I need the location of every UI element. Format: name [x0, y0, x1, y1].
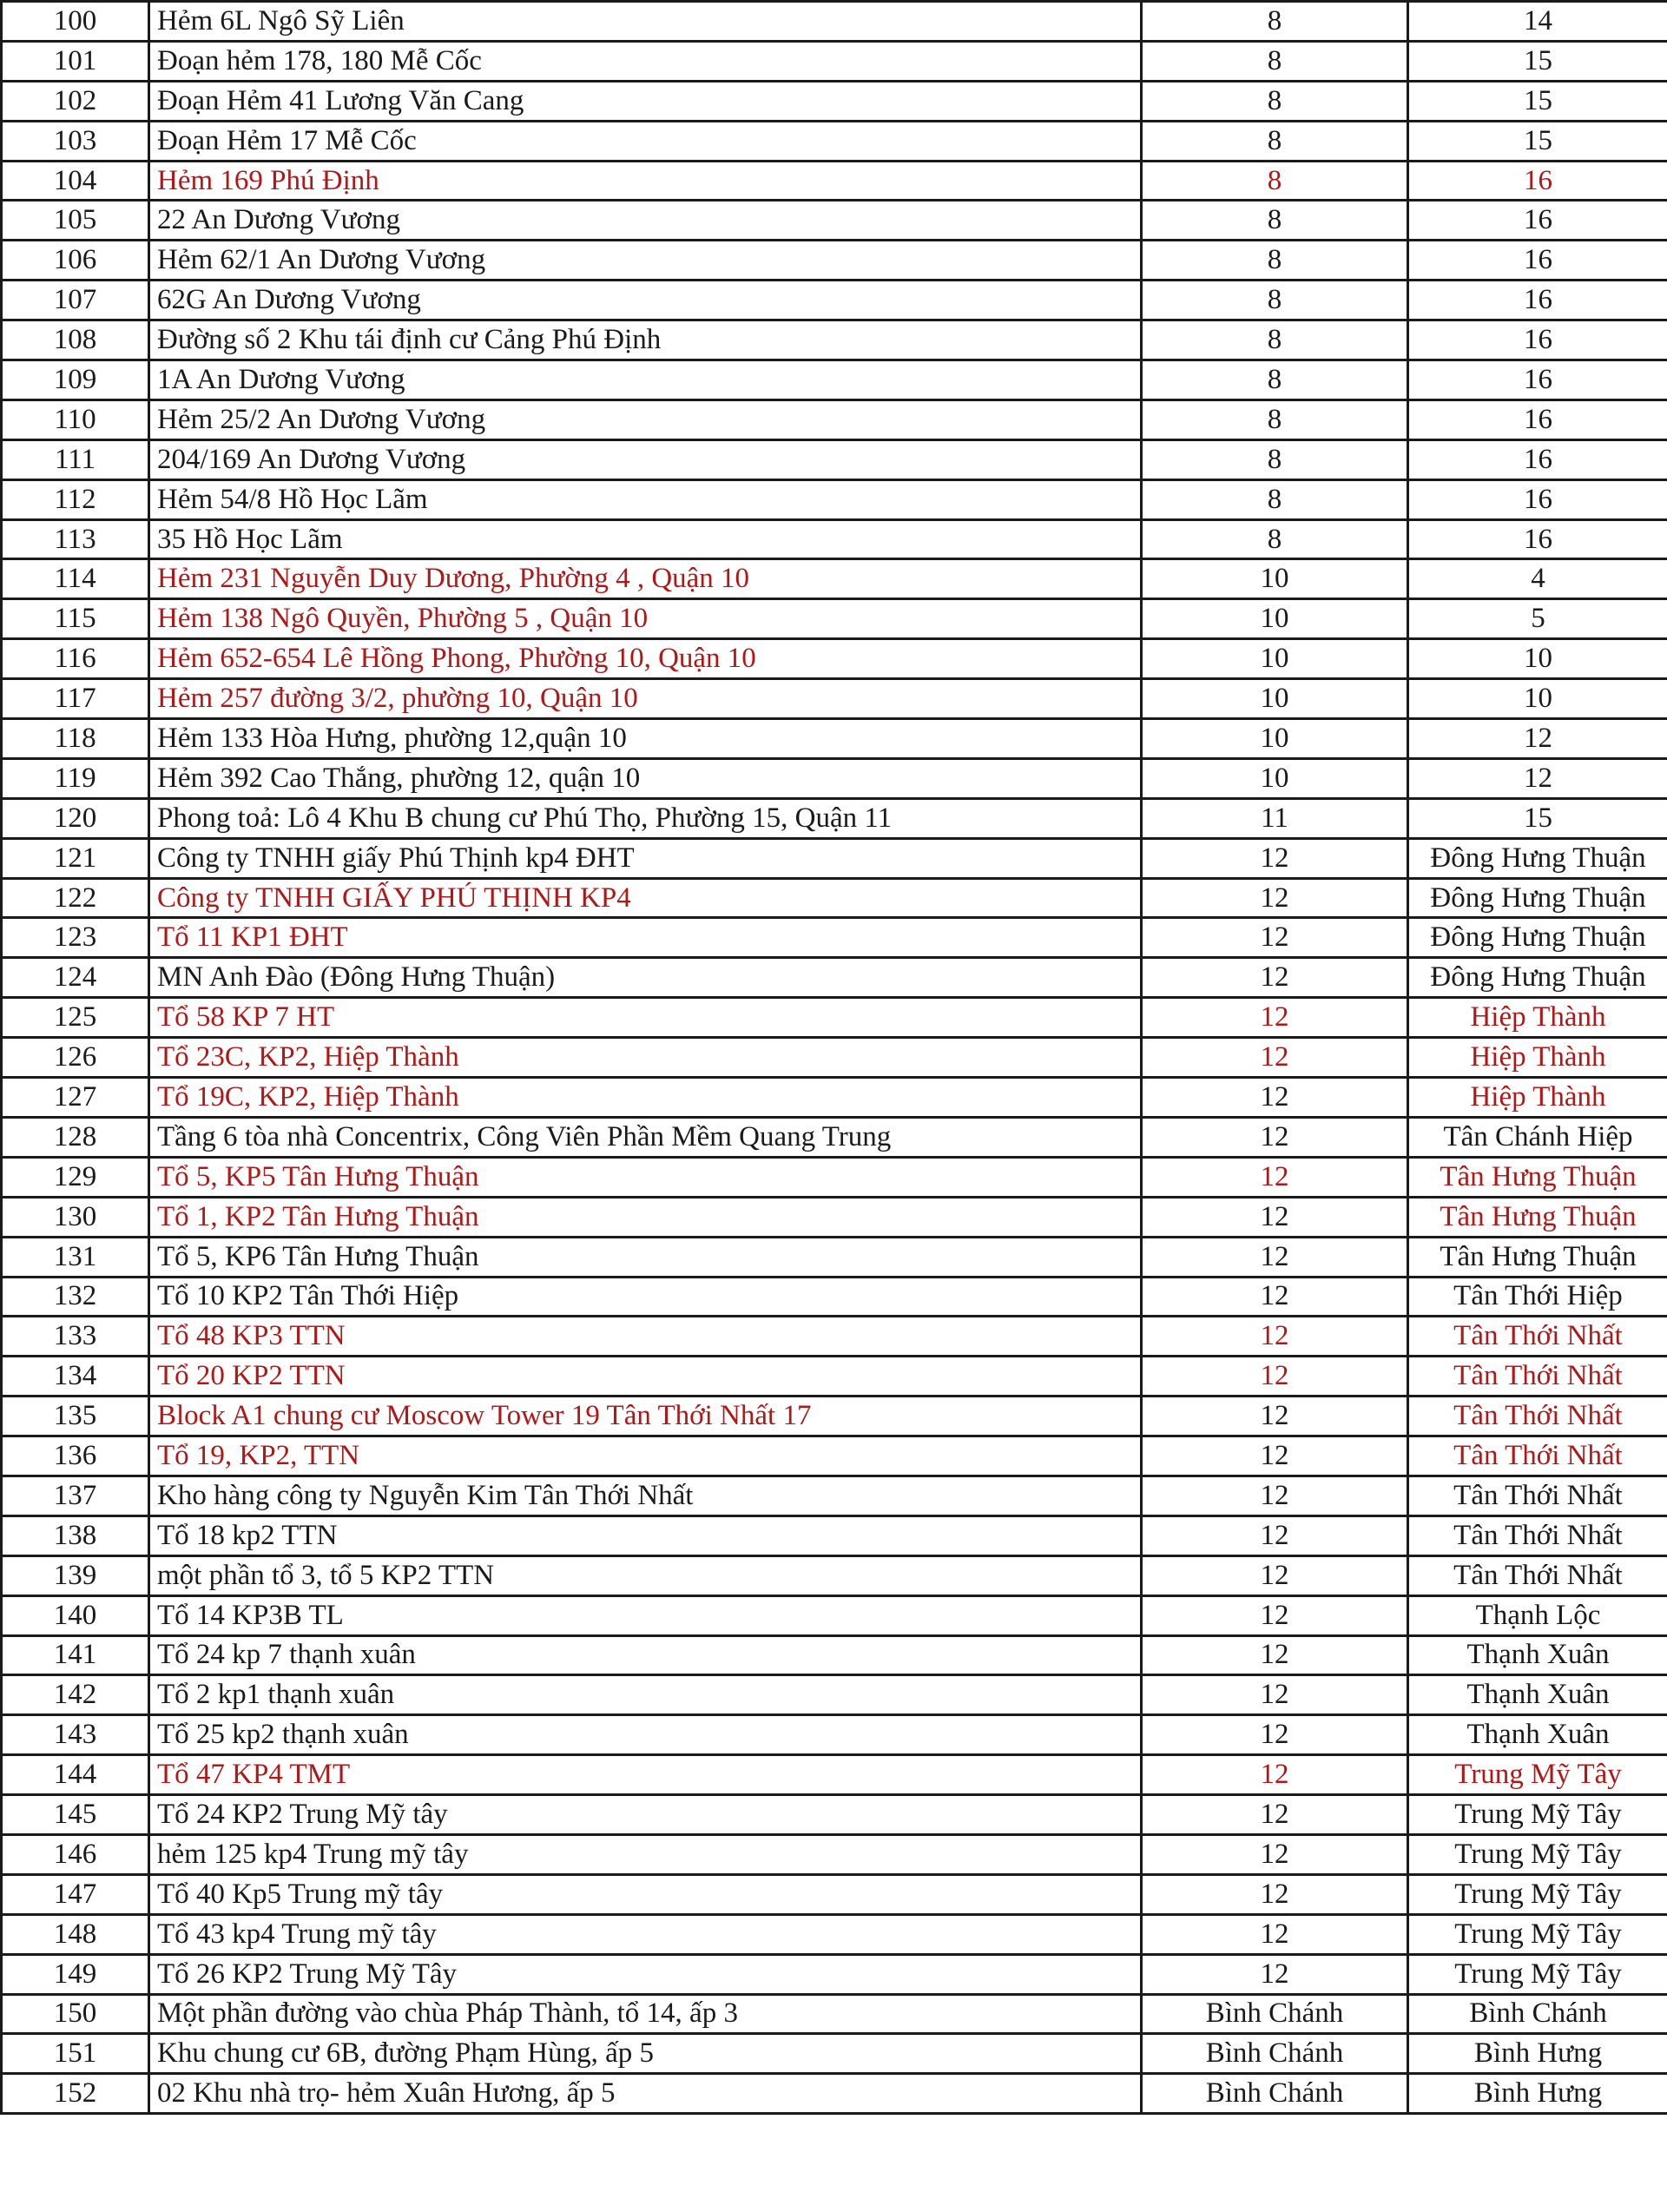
ward-cell: Trung Mỹ Tây [1408, 1874, 1667, 1914]
ward-cell: Đông Hưng Thuận [1408, 958, 1667, 998]
table-row [2, 161, 1667, 201]
ward-cell: 4 [1408, 559, 1667, 599]
ward-cell: Đông Hưng Thuận [1408, 838, 1667, 878]
table-row [2, 2, 1667, 42]
row-number-cell: 143 [2, 1715, 149, 1755]
location-name-cell: 35 Hồ Học Lãm [149, 519, 1142, 559]
ward-cell: Bình Hưng [1408, 2034, 1667, 2074]
district-cell: 12 [1142, 1117, 1408, 1157]
table-row [2, 998, 1667, 1038]
district-cell: 8 [1142, 320, 1408, 360]
ward-cell: 16 [1408, 479, 1667, 519]
table-row [2, 719, 1667, 759]
table-row [2, 1834, 1667, 1874]
location-name-cell: Tổ 1, KP2 Tân Hưng Thuận [149, 1197, 1142, 1237]
ward-cell: 16 [1408, 241, 1667, 281]
ward-cell: Tân Thới Nhất [1408, 1515, 1667, 1555]
location-name-cell: Tổ 5, KP6 Tân Hưng Thuận [149, 1237, 1142, 1277]
row-number-cell: 129 [2, 1157, 149, 1197]
location-name-cell: một phần tổ 3, tổ 5 KP2 TTN [149, 1555, 1142, 1595]
ward-cell: 15 [1408, 121, 1667, 161]
ward-cell: Trung Mỹ Tây [1408, 1755, 1667, 1795]
ward-cell: Trung Mỹ Tây [1408, 1954, 1667, 1994]
district-cell: 12 [1142, 1397, 1408, 1436]
table-row [2, 1397, 1667, 1436]
row-number-cell: 145 [2, 1795, 149, 1835]
location-name-cell: 02 Khu nhà trọ- hẻm Xuân Hương, ấp 5 [149, 2074, 1142, 2114]
location-name-cell: Tổ 18 kp2 TTN [149, 1515, 1142, 1555]
district-cell: 12 [1142, 1317, 1408, 1357]
table-row [2, 1117, 1667, 1157]
location-name-cell: Tổ 2 kp1 thạnh xuân [149, 1675, 1142, 1715]
district-cell: 12 [1142, 1197, 1408, 1237]
ward-cell: 10 [1408, 679, 1667, 719]
ward-cell: 14 [1408, 2, 1667, 42]
district-cell: 8 [1142, 81, 1408, 121]
district-cell: 8 [1142, 2, 1408, 42]
district-cell: 12 [1142, 1436, 1408, 1476]
row-number-cell: 101 [2, 41, 149, 81]
table-row [2, 519, 1667, 559]
table-row [2, 1635, 1667, 1675]
location-name-cell: MN Anh Đào (Đông Hưng Thuận) [149, 958, 1142, 998]
row-number-cell: 134 [2, 1357, 149, 1397]
row-number-cell: 128 [2, 1117, 149, 1157]
row-number-cell: 130 [2, 1197, 149, 1237]
row-number-cell: 110 [2, 399, 149, 439]
location-name-cell: Phong toả: Lô 4 Khu B chung cư Phú Thọ, Phường 15, Quận 11 [149, 798, 1142, 838]
ward-cell: Tân Thới Nhất [1408, 1357, 1667, 1397]
ward-cell: 5 [1408, 599, 1667, 639]
row-number-cell: 116 [2, 639, 149, 679]
table-row [2, 559, 1667, 599]
table-row [2, 1157, 1667, 1197]
ward-cell: Trung Mỹ Tây [1408, 1795, 1667, 1835]
ward-cell: Tân Thới Nhất [1408, 1476, 1667, 1515]
location-name-cell: Tổ 47 KP4 TMT [149, 1755, 1142, 1795]
district-cell: 10 [1142, 719, 1408, 759]
location-name-cell: Hẻm 169 Phú Định [149, 161, 1142, 201]
ward-cell: 16 [1408, 360, 1667, 400]
district-cell: 10 [1142, 639, 1408, 679]
location-name-cell: Hẻm 54/8 Hồ Học Lãm [149, 479, 1142, 519]
district-cell: 8 [1142, 281, 1408, 320]
table-row [2, 1197, 1667, 1237]
table-row [2, 41, 1667, 81]
location-name-cell: 22 An Dương Vương [149, 201, 1142, 241]
ward-cell: Bình Chánh [1408, 1994, 1667, 2034]
location-name-cell: Đoạn Hẻm 17 Mễ Cốc [149, 121, 1142, 161]
district-cell: 12 [1142, 918, 1408, 958]
ward-cell: Thạnh Xuân [1408, 1715, 1667, 1755]
table-row [2, 121, 1667, 161]
location-name-cell: Tổ 40 Kp5 Trung mỹ tây [149, 1874, 1142, 1914]
ward-cell: 16 [1408, 439, 1667, 479]
district-cell: 12 [1142, 1954, 1408, 1994]
district-cell: 12 [1142, 1357, 1408, 1397]
location-name-cell: Công ty TNHH giấy Phú Thịnh kp4 ĐHT [149, 838, 1142, 878]
table-row [2, 2034, 1667, 2074]
location-name-cell: Hẻm 133 Hòa Hưng, phường 12,quận 10 [149, 719, 1142, 759]
row-number-cell: 113 [2, 519, 149, 559]
ward-cell: 10 [1408, 639, 1667, 679]
location-name-cell: Tổ 23C, KP2, Hiệp Thành [149, 1038, 1142, 1078]
table-row [2, 360, 1667, 400]
ward-cell: 16 [1408, 519, 1667, 559]
table-row [2, 639, 1667, 679]
table-row [2, 439, 1667, 479]
row-number-cell: 141 [2, 1635, 149, 1675]
location-name-cell: Hẻm 6L Ngô Sỹ Liên [149, 2, 1142, 42]
ward-cell: 16 [1408, 399, 1667, 439]
district-cell: Bình Chánh [1142, 2074, 1408, 2114]
district-cell: 8 [1142, 399, 1408, 439]
location-name-cell: Tổ 24 KP2 Trung Mỹ tây [149, 1795, 1142, 1835]
district-cell: 10 [1142, 679, 1408, 719]
table-row [2, 281, 1667, 320]
row-number-cell: 124 [2, 958, 149, 998]
row-number-cell: 121 [2, 838, 149, 878]
row-number-cell: 118 [2, 719, 149, 759]
ward-cell: 15 [1408, 81, 1667, 121]
ward-cell: 12 [1408, 758, 1667, 798]
location-name-cell: Tổ 24 kp 7 thạnh xuân [149, 1635, 1142, 1675]
row-number-cell: 106 [2, 241, 149, 281]
district-cell: 12 [1142, 1555, 1408, 1595]
district-cell: 8 [1142, 41, 1408, 81]
table-row [2, 1277, 1667, 1317]
row-number-cell: 112 [2, 479, 149, 519]
table-body [2, 2, 1667, 2114]
table-row [2, 320, 1667, 360]
ward-cell: Tân Thới Nhất [1408, 1436, 1667, 1476]
district-cell: 12 [1142, 1914, 1408, 1954]
row-number-cell: 139 [2, 1555, 149, 1595]
location-name-cell: Hẻm 138 Ngô Quyền, Phường 5 , Quận 10 [149, 599, 1142, 639]
ward-cell: 16 [1408, 201, 1667, 241]
table-row [2, 1317, 1667, 1357]
district-cell: 12 [1142, 878, 1408, 918]
district-cell: 12 [1142, 1795, 1408, 1835]
district-cell: 8 [1142, 201, 1408, 241]
ward-cell: Tân Thới Nhất [1408, 1317, 1667, 1357]
location-name-cell: Hẻm 231 Nguyễn Duy Dương, Phường 4 , Quận 10 [149, 559, 1142, 599]
location-name-cell: Tổ 43 kp4 Trung mỹ tây [149, 1914, 1142, 1954]
ward-cell: Tân Hưng Thuận [1408, 1197, 1667, 1237]
row-number-cell: 150 [2, 1994, 149, 2034]
location-name-cell: Tổ 26 KP2 Trung Mỹ Tây [149, 1954, 1142, 1994]
ward-cell: 16 [1408, 281, 1667, 320]
district-cell: 12 [1142, 1635, 1408, 1675]
table-row [2, 758, 1667, 798]
district-cell: 12 [1142, 1874, 1408, 1914]
location-name-cell: Đoạn hẻm 178, 180 Mễ Cốc [149, 41, 1142, 81]
district-cell: 12 [1142, 1277, 1408, 1317]
row-number-cell: 108 [2, 320, 149, 360]
district-cell: 12 [1142, 1157, 1408, 1197]
table-row [2, 1595, 1667, 1635]
location-name-cell: Block A1 chung cư Moscow Tower 19 Tân Thới Nhất 17 [149, 1397, 1142, 1436]
table-row [2, 1755, 1667, 1795]
row-number-cell: 107 [2, 281, 149, 320]
district-cell: 8 [1142, 360, 1408, 400]
table-row [2, 201, 1667, 241]
ward-cell: 16 [1408, 320, 1667, 360]
ward-cell: Tân Hưng Thuận [1408, 1157, 1667, 1197]
location-name-cell: Khu chung cư 6B, đường Phạm Hùng, ấp 5 [149, 2034, 1142, 2074]
location-name-cell: Kho hàng công ty Nguyễn Kim Tân Thới Nhất [149, 1476, 1142, 1515]
location-name-cell: Một phần đường vào chùa Pháp Thành, tổ 14, ấp 3 [149, 1994, 1142, 2034]
row-number-cell: 132 [2, 1277, 149, 1317]
row-number-cell: 148 [2, 1914, 149, 1954]
row-number-cell: 137 [2, 1476, 149, 1515]
location-name-cell: Tổ 25 kp2 thạnh xuân [149, 1715, 1142, 1755]
row-number-cell: 114 [2, 559, 149, 599]
location-name-cell: Hẻm 392 Cao Thắng, phường 12, quận 10 [149, 758, 1142, 798]
table-row [2, 958, 1667, 998]
row-number-cell: 126 [2, 1038, 149, 1078]
ward-cell: Thạnh Xuân [1408, 1675, 1667, 1715]
ward-cell: Tân Thới Nhất [1408, 1555, 1667, 1595]
district-cell: 12 [1142, 1078, 1408, 1118]
table-row [2, 81, 1667, 121]
ward-cell: Trung Mỹ Tây [1408, 1914, 1667, 1954]
location-name-cell: Tổ 14 KP3B TL [149, 1595, 1142, 1635]
district-cell: 12 [1142, 1595, 1408, 1635]
district-cell: 12 [1142, 1515, 1408, 1555]
district-cell: 12 [1142, 998, 1408, 1038]
district-cell: 12 [1142, 1038, 1408, 1078]
table-row [2, 798, 1667, 838]
district-cell: 12 [1142, 1476, 1408, 1515]
location-name-cell: Đường số 2 Khu tái định cư Cảng Phú Định [149, 320, 1142, 360]
row-number-cell: 103 [2, 121, 149, 161]
district-cell: 12 [1142, 1834, 1408, 1874]
location-name-cell: Tổ 5, KP5 Tân Hưng Thuận [149, 1157, 1142, 1197]
row-number-cell: 117 [2, 679, 149, 719]
row-number-cell: 123 [2, 918, 149, 958]
table-row [2, 479, 1667, 519]
row-number-cell: 100 [2, 2, 149, 42]
district-cell: 12 [1142, 1237, 1408, 1277]
district-cell: 8 [1142, 479, 1408, 519]
location-name-cell: 62G An Dương Vương [149, 281, 1142, 320]
table-row [2, 679, 1667, 719]
table-row [2, 1874, 1667, 1914]
row-number-cell: 133 [2, 1317, 149, 1357]
district-cell: 12 [1142, 1715, 1408, 1755]
ward-cell: 16 [1408, 161, 1667, 201]
district-cell: 8 [1142, 439, 1408, 479]
table-row [2, 241, 1667, 281]
ward-cell: Trung Mỹ Tây [1408, 1834, 1667, 1874]
table-row [2, 878, 1667, 918]
location-name-cell: Tổ 11 KP1 ĐHT [149, 918, 1142, 958]
table-row [2, 1795, 1667, 1835]
ward-cell: Tân Chánh Hiệp [1408, 1117, 1667, 1157]
ward-cell: Thạnh Xuân [1408, 1635, 1667, 1675]
location-name-cell: hẻm 125 kp4 Trung mỹ tây [149, 1834, 1142, 1874]
location-name-cell: Tổ 10 KP2 Tân Thới Hiệp [149, 1277, 1142, 1317]
row-number-cell: 146 [2, 1834, 149, 1874]
row-number-cell: 105 [2, 201, 149, 241]
ward-cell: Bình Hưng [1408, 2074, 1667, 2114]
location-name-cell: 204/169 An Dương Vương [149, 439, 1142, 479]
table-row [2, 1914, 1667, 1954]
row-number-cell: 149 [2, 1954, 149, 1994]
district-cell: 12 [1142, 958, 1408, 998]
ward-cell: Hiệp Thành [1408, 998, 1667, 1038]
table-row [2, 599, 1667, 639]
table-row [2, 2074, 1667, 2114]
district-cell: 8 [1142, 121, 1408, 161]
row-number-cell: 115 [2, 599, 149, 639]
district-cell: 10 [1142, 599, 1408, 639]
table-row [2, 1675, 1667, 1715]
ward-cell: Thạnh Lộc [1408, 1595, 1667, 1635]
ward-cell: Hiệp Thành [1408, 1078, 1667, 1118]
table-row [2, 1038, 1667, 1078]
row-number-cell: 140 [2, 1595, 149, 1635]
district-cell: 12 [1142, 1675, 1408, 1715]
location-name-cell: Hẻm 652-654 Lê Hồng Phong, Phường 10, Quận 10 [149, 639, 1142, 679]
location-name-cell: Hẻm 62/1 An Dương Vương [149, 241, 1142, 281]
location-name-cell: Tổ 58 KP 7 HT [149, 998, 1142, 1038]
location-name-cell: 1A An Dương Vương [149, 360, 1142, 400]
row-number-cell: 127 [2, 1078, 149, 1118]
location-name-cell: Hẻm 257 đường 3/2, phường 10, Quận 10 [149, 679, 1142, 719]
location-name-cell: Tổ 19C, KP2, Hiệp Thành [149, 1078, 1142, 1118]
location-name-cell: Tầng 6 tòa nhà Concentrix, Công Viên Phần Mềm Quang Trung [149, 1117, 1142, 1157]
row-number-cell: 122 [2, 878, 149, 918]
row-number-cell: 120 [2, 798, 149, 838]
row-number-cell: 131 [2, 1237, 149, 1277]
location-name-cell: Tổ 48 KP3 TTN [149, 1317, 1142, 1357]
location-name-cell: Tổ 20 KP2 TTN [149, 1357, 1142, 1397]
table-row [2, 1237, 1667, 1277]
row-number-cell: 102 [2, 81, 149, 121]
table-row [2, 838, 1667, 878]
district-cell: 8 [1142, 519, 1408, 559]
ward-cell: Đông Hưng Thuận [1408, 878, 1667, 918]
table-row [2, 918, 1667, 958]
table-row [2, 1715, 1667, 1755]
row-number-cell: 111 [2, 439, 149, 479]
district-cell: Bình Chánh [1142, 1994, 1408, 2034]
row-number-cell: 152 [2, 2074, 149, 2114]
table-row [2, 1476, 1667, 1515]
row-number-cell: 147 [2, 1874, 149, 1914]
ward-cell: Đông Hưng Thuận [1408, 918, 1667, 958]
ward-cell: Tân Thới Nhất [1408, 1397, 1667, 1436]
row-number-cell: 104 [2, 161, 149, 201]
location-name-cell: Công ty TNHH GIẤY PHÚ THỊNH KP4 [149, 878, 1142, 918]
ward-cell: 15 [1408, 41, 1667, 81]
row-number-cell: 136 [2, 1436, 149, 1476]
district-cell: 12 [1142, 838, 1408, 878]
row-number-cell: 144 [2, 1755, 149, 1795]
ward-cell: Tân Hưng Thuận [1408, 1237, 1667, 1277]
location-name-cell: Hẻm 25/2 An Dương Vương [149, 399, 1142, 439]
district-cell: Bình Chánh [1142, 2034, 1408, 2074]
ward-cell: 12 [1408, 719, 1667, 759]
district-cell: 8 [1142, 241, 1408, 281]
table-row [2, 1078, 1667, 1118]
table-row [2, 1436, 1667, 1476]
table-row [2, 1994, 1667, 2034]
location-name-cell: Đoạn Hẻm 41 Lương Văn Cang [149, 81, 1142, 121]
table-row [2, 399, 1667, 439]
ward-cell: Hiệp Thành [1408, 1038, 1667, 1078]
row-number-cell: 109 [2, 360, 149, 400]
ward-cell: Tân Thới Hiệp [1408, 1277, 1667, 1317]
row-number-cell: 135 [2, 1397, 149, 1436]
row-number-cell: 142 [2, 1675, 149, 1715]
district-cell: 12 [1142, 1755, 1408, 1795]
table-row [2, 1357, 1667, 1397]
district-cell: 10 [1142, 559, 1408, 599]
row-number-cell: 151 [2, 2034, 149, 2074]
location-name-cell: Tổ 19, KP2, TTN [149, 1436, 1142, 1476]
row-number-cell: 138 [2, 1515, 149, 1555]
row-number-cell: 125 [2, 998, 149, 1038]
table-row [2, 1555, 1667, 1595]
row-number-cell: 119 [2, 758, 149, 798]
district-cell: 11 [1142, 798, 1408, 838]
table-row [2, 1515, 1667, 1555]
table-row [2, 1954, 1667, 1994]
ward-cell: 15 [1408, 798, 1667, 838]
district-cell: 10 [1142, 758, 1408, 798]
district-cell: 8 [1142, 161, 1408, 201]
